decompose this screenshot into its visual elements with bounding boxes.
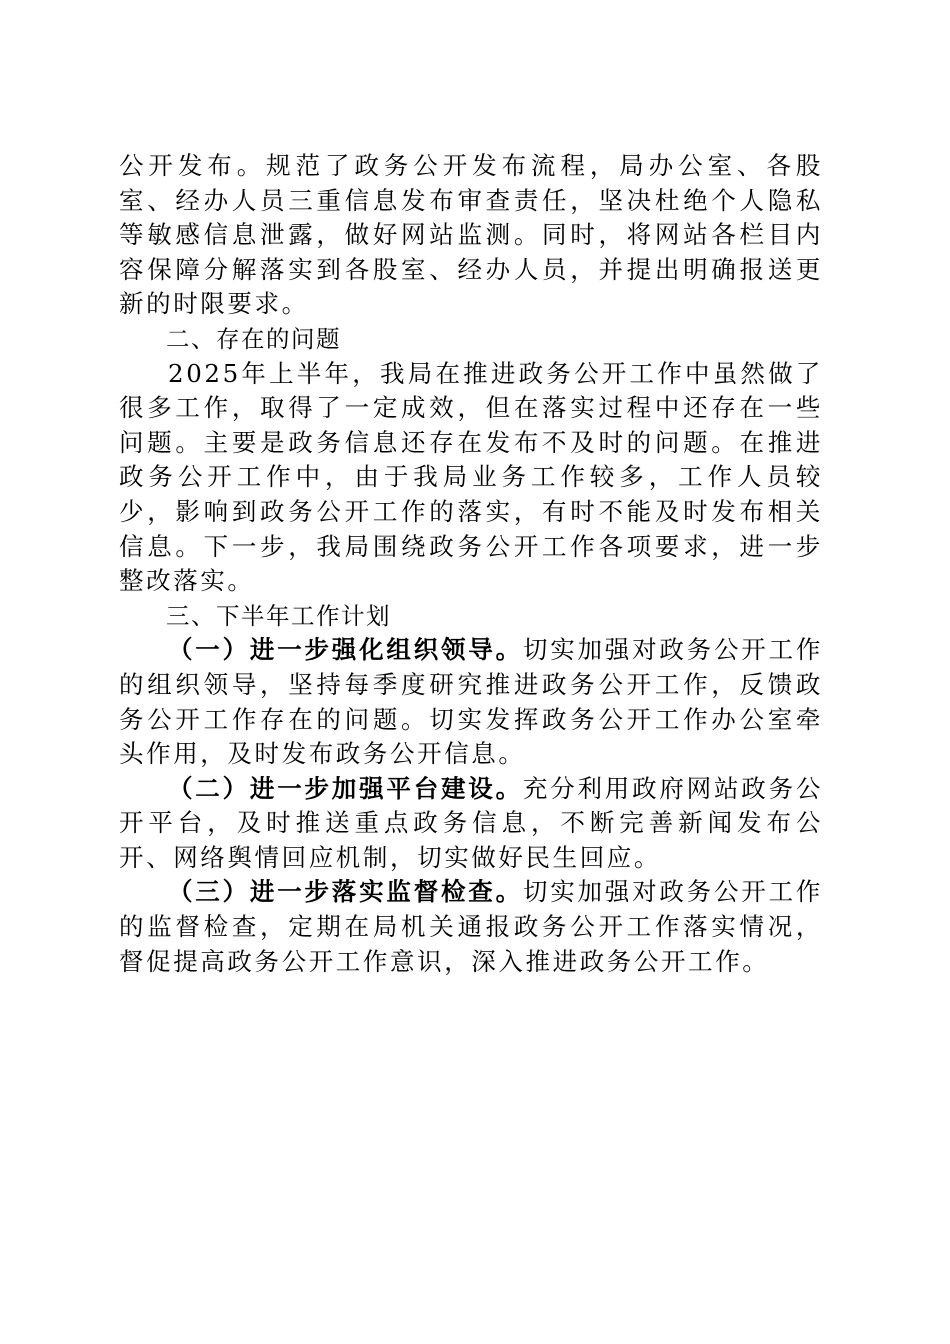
plan-item-2-text: 充分利用政府网站政务公开平台，及时推送重点政务信息，不断完善新闻发布公开、网络舆情回应机制，切实做好民生回应。: [119, 773, 823, 872]
plan-item-3-text: 切实加强对政务公开工作的监督检查，定期在局机关通报政务公开工作落实情况，督促提高政务公开工作意识，深入推进政务公开工作。: [119, 877, 823, 976]
problems-paragraph: 2025年上半年，我局在推进政务公开工作中虽然做了很多工作，取得了一定成效，但在落实过程中还存在一些问题。主要是政务信息还存在发布不及时的问题。在推进政务公开工作中，由于我局业务工作较多，工作人员较少，影响到政务公开工作的落实，有时不能及时发布相关信息。下一步，我局围绕政务公开工作各项要求，进一步整改落实。: [119, 358, 823, 596]
plan-item-3: [119, 875, 823, 979]
plan-item-1-lead: （一）进一步强化组织领导。: [168, 635, 523, 665]
section-heading-plan: 三、下半年工作计划: [166, 601, 391, 630]
continued-paragraph: 公开发布。规范了政务公开发布流程，局办公室、各股室、经办人员三重信息发布审查责任，坚决杜绝个人隐私等敏感信息泄露，做好网站监测。同时，将网站各栏目内容保障分解落实到各股室、经办人员，并提出明确报送更新的时限要求。: [119, 151, 823, 319]
plan-item-3-lead: （三）进一步落实监督检查。: [168, 877, 523, 907]
plan-item-2-lead: （二）进一步加强平台建设。: [168, 773, 523, 803]
plan-item-2: [119, 772, 823, 876]
document-body: [119, 149, 823, 979]
plan-item-1: [119, 633, 823, 771]
plan-item-1-text: 切实加强对政务公开工作的组织领导，坚持每季度研究推进政务公开工作，反馈政务公开工作存在的问题。切实发挥政务公开工作办公室牵头作用，及时发布政务公开信息。: [119, 635, 823, 769]
section-heading-problems: 二、存在的问题: [166, 324, 341, 353]
